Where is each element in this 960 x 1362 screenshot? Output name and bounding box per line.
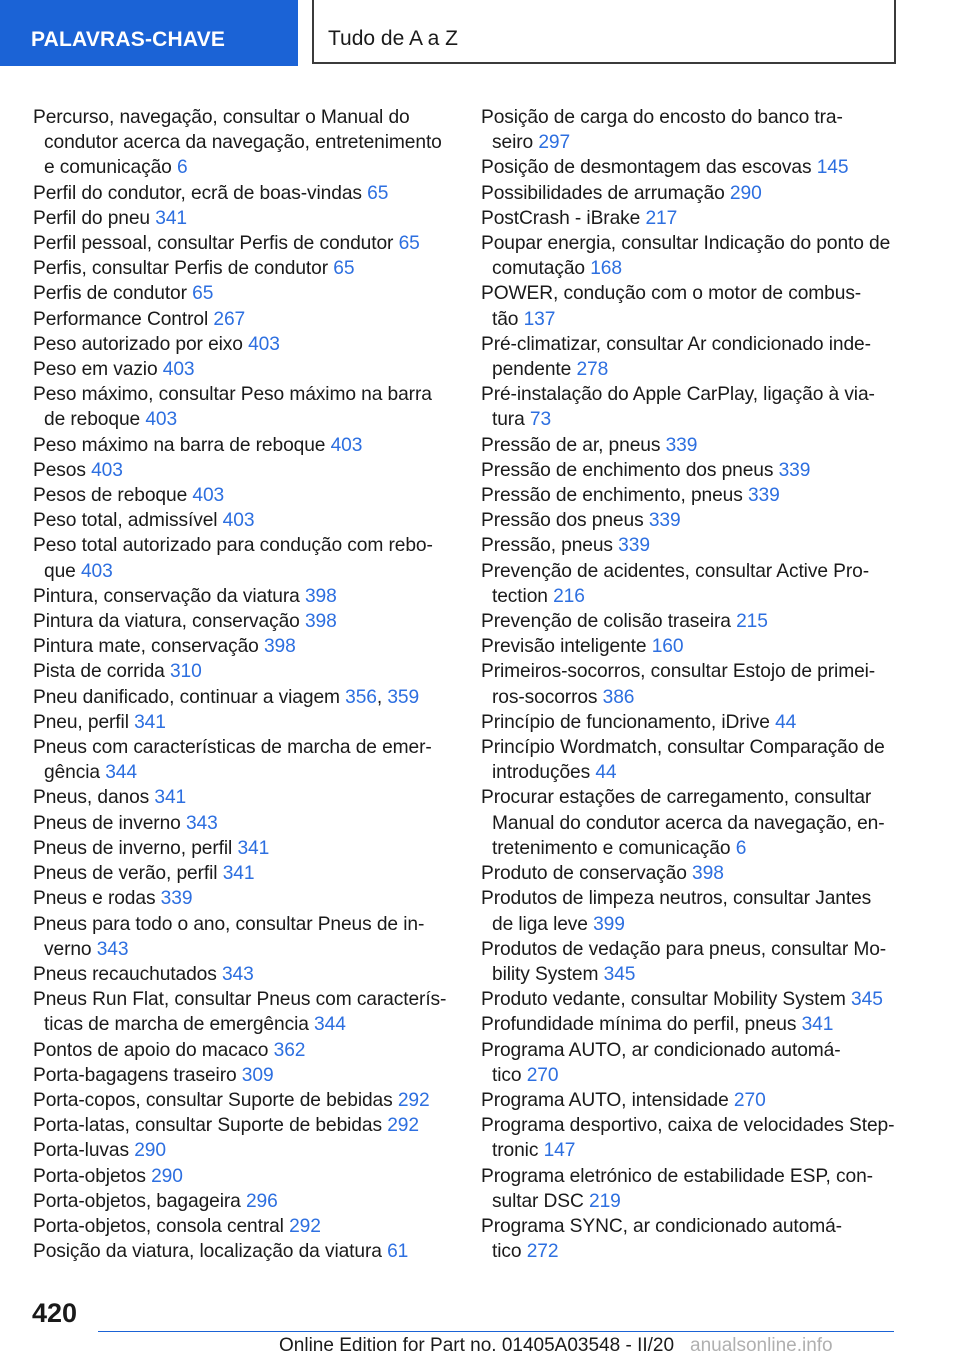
index-entry (33, 962, 453, 987)
entry-text: Produto de conservação (481, 863, 687, 885)
index-entry (481, 105, 901, 155)
entry-text: Posição de carga do encosto do banco tra- (481, 107, 843, 128)
entry-text: ticas de marcha de emergência (44, 1014, 309, 1036)
page-reference-link[interactable]: 403 (330, 434, 363, 456)
entry-text: Peso máximo na barra de reboque (33, 434, 326, 456)
entry-text: Pneus de inverno (33, 812, 181, 834)
index-entry (33, 382, 453, 432)
index-entry (481, 281, 901, 331)
page-reference-link[interactable]: 6 (177, 157, 188, 179)
entry-text: Pneu, perfil (33, 711, 129, 733)
page-reference-link[interactable]: 272 (526, 1241, 559, 1263)
index-entry (481, 1164, 901, 1214)
entry-text: Porta-bagagens traseiro (33, 1064, 237, 1086)
entry-text: Pintura, conservação da viatura (33, 585, 300, 607)
page-reference-link[interactable]: 341 (237, 837, 270, 859)
index-entry (481, 559, 901, 609)
page-reference-link[interactable]: 403 (222, 510, 255, 532)
entry-text: Posição de desmontagem das escovas (481, 157, 812, 179)
index-entry (481, 609, 901, 634)
entry-text: Pneu danificado, continuar a viagem (33, 686, 340, 708)
entry-text: Peso autorizado por eixo (33, 333, 243, 355)
entry-text: Perfil do condutor, ecrã de boas-vindas (33, 182, 362, 204)
section-tab: PALAVRAS-CHAVE (0, 0, 298, 66)
page-reference-link[interactable]: 356 (345, 686, 377, 708)
page-reference-link[interactable]: 403 (192, 485, 225, 507)
entry-text: Pneus, danos (33, 787, 150, 809)
entry-text: Prevenção de acidentes, consultar Active Pro- (481, 560, 869, 582)
index-entry (481, 1012, 901, 1037)
entry-text: Pneus Run Flat, consultar Pneus com caracterís- (33, 989, 447, 1011)
index-entry (33, 433, 453, 458)
entry-text: Programa AUTO, intensidade (481, 1089, 729, 1111)
entry-text: PostCrash - iBrake (481, 207, 641, 229)
entry-text: ros-socorros (492, 686, 598, 708)
page-number: 420 (32, 1298, 78, 1328)
page-reference-link[interactable]: 270 (733, 1089, 766, 1111)
entry-text: Pneus recauchutados (33, 963, 217, 985)
index-column-right (481, 105, 901, 1264)
page-reference-link[interactable]: 398 (304, 611, 337, 633)
page-reference-link[interactable]: 362 (273, 1039, 306, 1061)
entry-text: Princípio Wordmatch, consultar Comparação de (481, 737, 885, 759)
entry-text: Porta-latas, consultar Suporte de bebidas (33, 1115, 382, 1137)
entry-text: pendente (492, 359, 572, 381)
entry-text: Pressão, pneus (481, 535, 613, 557)
entry-text: verno (44, 938, 92, 960)
entry-text: Porta-objetos (33, 1165, 146, 1187)
index-entry (33, 659, 453, 684)
page-reference-link[interactable]: 341 (222, 863, 255, 885)
index-entry (33, 584, 453, 609)
entry-text: Pressão de ar, pneus (481, 434, 661, 456)
index-entry (481, 231, 901, 281)
page-reference-link[interactable]: 345 (603, 963, 636, 985)
index-entry (33, 1239, 453, 1264)
index-entry (33, 332, 453, 357)
entry-text: Previsão inteligente (481, 636, 647, 658)
page-reference-link[interactable]: 341 (801, 1014, 834, 1036)
entry-text: tection (492, 585, 548, 607)
page-reference-link[interactable]: 292 (387, 1115, 419, 1137)
edition-text: Online Edition for Part no. 01405A03548 - II/20 (279, 1335, 675, 1356)
entry-text: Programa eletrónico de estabilidade ESP, con- (481, 1165, 873, 1187)
index-entry (33, 533, 453, 583)
entry-text: Percurso, navegação, consultar o Manual do (33, 107, 410, 128)
entry-text: Porta-copos, consultar Suporte de bebidas (33, 1089, 393, 1111)
index-entry (33, 609, 453, 634)
entry-text: Pintura mate, conservação (33, 636, 259, 658)
page-reference-link[interactable]: 292 (289, 1215, 321, 1237)
index-entry (33, 1113, 453, 1138)
index-entry (481, 206, 901, 231)
index-entry (33, 206, 453, 231)
page-reference-link[interactable]: 341 (154, 787, 187, 809)
index-entry (481, 987, 901, 1012)
entry-text: Pneus de inverno, perfil (33, 837, 233, 859)
entry-text: introduções (492, 762, 591, 784)
index-entry (481, 659, 901, 709)
entry-text: POWER, condução com o motor de combus- (481, 283, 862, 305)
entry-text: Porta-objetos, consola central (33, 1215, 284, 1237)
page-reference-link[interactable]: 168 (590, 258, 622, 280)
index-entry (33, 281, 453, 306)
page-reference-link[interactable]: 6 (735, 837, 747, 859)
index-entry (33, 1214, 453, 1239)
index-entry (33, 1038, 453, 1063)
entry-text: de reboque (44, 409, 141, 431)
entry-text: Porta-luvas (33, 1140, 129, 1162)
entry-text: Primeiros-socorros, consultar Estojo de primei- (481, 661, 876, 683)
index-entry: Pneu danificado, continuar a viagem 356, 359 (33, 686, 420, 708)
page-reference-link[interactable]: 339 (618, 535, 650, 557)
page-reference-link[interactable]: 296 (245, 1190, 278, 1212)
entry-text: Possibilidades de arrumação (481, 182, 725, 204)
entry-text: Pré-climatizar, consultar Ar condicionado inde- (481, 333, 871, 355)
entry-text: Porta-objetos, bagageira (33, 1190, 241, 1212)
page-reference-link[interactable]: 359 (387, 686, 420, 708)
page-reference-link[interactable]: 345 (851, 989, 883, 1011)
page-reference-link[interactable]: 339 (778, 459, 811, 481)
page-reference-link[interactable]: 403 (91, 459, 123, 481)
index-entry (33, 483, 453, 508)
page-header (0, 0, 960, 66)
page-reference-link[interactable]: 339 (665, 434, 698, 456)
entry-text: Procurar estações de carregamento, consultar (481, 787, 872, 809)
page-reference-link[interactable]: 217 (645, 207, 678, 229)
page-reference-link[interactable]: 339 (160, 888, 193, 910)
entry-text: e comunicação (44, 157, 172, 179)
index-entry (33, 811, 453, 836)
index-column-left (33, 105, 453, 1264)
index-entry (481, 181, 901, 206)
index-entry (33, 307, 453, 332)
index-entry (481, 483, 901, 508)
index-entry (481, 155, 901, 180)
entry-text: tico (492, 1241, 522, 1263)
index-entry (481, 533, 901, 558)
page-reference-link[interactable]: 278 (576, 359, 609, 381)
index-entry (33, 1189, 453, 1214)
index-entry (481, 937, 901, 987)
entry-text: Pesos (33, 459, 86, 481)
page-reference-link[interactable]: 145 (816, 157, 849, 179)
index-entry (481, 1214, 901, 1264)
index-entry (481, 785, 901, 861)
page-reference-link[interactable]: 160 (651, 636, 684, 658)
entry-text: Pneus de verão, perfil (33, 863, 218, 885)
entry-text: Perfil do pneu (33, 207, 151, 229)
page-reference-link[interactable]: 399 (593, 913, 625, 935)
page-reference-link[interactable]: 44 (775, 711, 797, 733)
page-reference-link[interactable]: 290 (134, 1140, 166, 1162)
entry-text: Perfis, consultar Perfis de condutor (33, 258, 329, 280)
page-reference-link[interactable]: 344 (314, 1014, 346, 1036)
index-entry (481, 382, 901, 432)
page-reference-link[interactable]: 398 (304, 585, 337, 607)
page-reference-link[interactable]: 343 (221, 963, 254, 985)
index-entry (33, 785, 453, 810)
index-entry (481, 886, 901, 936)
entry-text: Produto vedante, consultar Mobility System (481, 989, 846, 1011)
page-reference-link[interactable]: 398 (692, 863, 724, 885)
page-reference-link[interactable]: 216 (553, 585, 585, 607)
index-entry (33, 886, 453, 911)
index-entry (481, 634, 901, 659)
page-reference-link[interactable]: 290 (151, 1165, 183, 1187)
entry-text: gência (44, 762, 100, 784)
page-reference-link[interactable]: 343 (96, 938, 129, 960)
entry-text: Programa SYNC, ar condicionado automá- (481, 1215, 842, 1237)
index-entry (33, 987, 453, 1037)
index-entry (33, 861, 453, 886)
index-entry (33, 1164, 453, 1189)
index-entry (481, 1088, 901, 1113)
entry-text: tão (492, 308, 519, 330)
entry-text: que (44, 560, 76, 582)
entry-text: comutação (492, 258, 585, 280)
entry-text: Pneus para todo o ano, consultar Pneus de in- (33, 913, 425, 935)
index-entry (33, 912, 453, 962)
page-reference-link[interactable]: 44 (595, 762, 617, 784)
entry-text: Pressão dos pneus (481, 510, 644, 532)
watermark: anualsonline.info (690, 1335, 833, 1356)
page-reference-link[interactable]: 403 (162, 359, 195, 381)
entry-text: Perfis de condutor (33, 283, 187, 305)
page-reference-link[interactable]: 292 (397, 1089, 430, 1111)
entry-text: Peso total, admissível (33, 510, 218, 532)
page-reference-link[interactable]: 65 (398, 233, 420, 255)
page-reference-link[interactable]: 215 (736, 611, 768, 633)
index-entry (33, 231, 453, 256)
page-reference-link[interactable]: 403 (80, 560, 113, 582)
page-reference-link[interactable]: 267 (213, 308, 246, 330)
index-entry (33, 181, 453, 206)
index-entry (33, 105, 453, 181)
page-reference-link[interactable]: 403 (248, 333, 280, 355)
page-reference-link[interactable]: 310 (169, 661, 202, 683)
entry-text: Pneus e rodas (33, 888, 156, 910)
index-entry (33, 710, 453, 735)
entry-text: Pneus com características de marcha de emer- (33, 737, 432, 759)
entry-text: tronic (492, 1140, 539, 1162)
index-entry (33, 735, 453, 785)
index-entry (481, 332, 901, 382)
entry-text: Peso total autorizado para condução com rebo- (33, 535, 433, 557)
entry-text: tura (492, 409, 525, 431)
page-reference-link[interactable]: 65 (333, 258, 355, 280)
entry-text: Perfil pessoal, consultar Perfis de condutor (33, 233, 394, 255)
page-reference-link[interactable]: 297 (538, 132, 571, 154)
entry-text: Peso em vazio (33, 359, 158, 381)
page-reference-link[interactable]: 73 (529, 409, 552, 431)
page-reference-link[interactable]: 343 (185, 812, 218, 834)
entry-text: Pintura da viatura, conservação (33, 611, 300, 633)
page-reference-link[interactable]: 65 (367, 182, 389, 204)
entry-text: Prevenção de colisão traseira (481, 611, 731, 633)
entry-text: Pista de corrida (33, 661, 165, 683)
entry-text: Produtos de limpeza neutros, consultar Jantes (481, 888, 872, 910)
index-entry (481, 1038, 901, 1088)
page-reference-link[interactable]: 341 (155, 207, 187, 229)
index-entry (481, 1113, 901, 1163)
index-entry (481, 710, 901, 735)
entry-text: Princípio de funcionamento, iDrive (481, 711, 770, 733)
page-reference-link[interactable]: 290 (729, 182, 762, 204)
page-reference-link[interactable]: 137 (523, 308, 556, 330)
page-reference-link[interactable]: 309 (241, 1064, 274, 1086)
entry-text: sultar DSC (492, 1190, 584, 1212)
entry-text: condutor acerca da navegação, entretenimento (44, 132, 442, 154)
index-entry (33, 508, 453, 533)
page-reference-link[interactable]: 61 (387, 1241, 409, 1263)
entry-text: Programa desportivo, caixa de velocidades Step- (481, 1115, 895, 1137)
entry-text: Pré-instalação do Apple CarPlay, ligação à via- (481, 384, 875, 406)
page-reference-link[interactable]: 398 (263, 636, 296, 658)
entry-text: Peso máximo, consultar Peso máximo na barra (33, 384, 432, 406)
page-reference-link[interactable]: 147 (543, 1140, 576, 1162)
page-reference-link[interactable]: 341 (134, 711, 166, 733)
index-entry (33, 1138, 453, 1163)
index-entry (33, 836, 453, 861)
index-entry (481, 861, 901, 886)
section-title: Tudo de A a Z (312, 0, 896, 64)
index-entry (33, 458, 453, 483)
index-entry (481, 735, 901, 785)
entry-text: Pesos de reboque (33, 485, 188, 507)
page-reference-link[interactable]: 270 (526, 1064, 559, 1086)
index-entry (481, 433, 901, 458)
entry-text: seiro (492, 132, 534, 154)
index-entry (33, 1063, 453, 1088)
page-reference-link[interactable]: 344 (105, 762, 137, 784)
page-reference-link[interactable]: 339 (648, 510, 681, 532)
page-reference-link[interactable]: 65 (192, 283, 214, 305)
entry-text: Pressão de enchimento, pneus (481, 485, 743, 507)
entry-text: tretenimento e comunicação (492, 837, 731, 859)
page-reference-link[interactable]: 339 (747, 485, 780, 507)
entry-text: Pontos de apoio do macaco (33, 1039, 269, 1061)
entry-text: Poupar energia, consultar Indicação do ponto de (481, 233, 891, 255)
page-reference-link[interactable]: 386 (602, 686, 635, 708)
page-reference-link[interactable]: 403 (145, 409, 178, 431)
entry-text: tico (492, 1064, 522, 1086)
entry-text: Produtos de vedação para pneus, consultar Mo- (481, 938, 887, 960)
entry-text: Profundidade mínima do perfil, pneus (481, 1014, 797, 1036)
page-reference-link[interactable]: 219 (589, 1190, 621, 1212)
entry-text: Programa AUTO, ar condicionado automá- (481, 1039, 841, 1061)
index-entry (33, 634, 453, 659)
entry-text: Pressão de enchimento dos pneus (481, 459, 774, 481)
index-entry (33, 1088, 453, 1113)
index-entry (33, 357, 453, 382)
entry-text: de liga leve (492, 913, 588, 935)
entry-text: bility System (492, 963, 599, 985)
entry-text: Posição da viatura, localização da viatura (33, 1241, 382, 1263)
index-entry (33, 256, 453, 281)
index-entry (481, 458, 901, 483)
index-entry (481, 508, 901, 533)
entry-text: Performance Control (33, 308, 209, 330)
entry-text: Manual do condutor acerca da navegação, en- (492, 812, 885, 834)
